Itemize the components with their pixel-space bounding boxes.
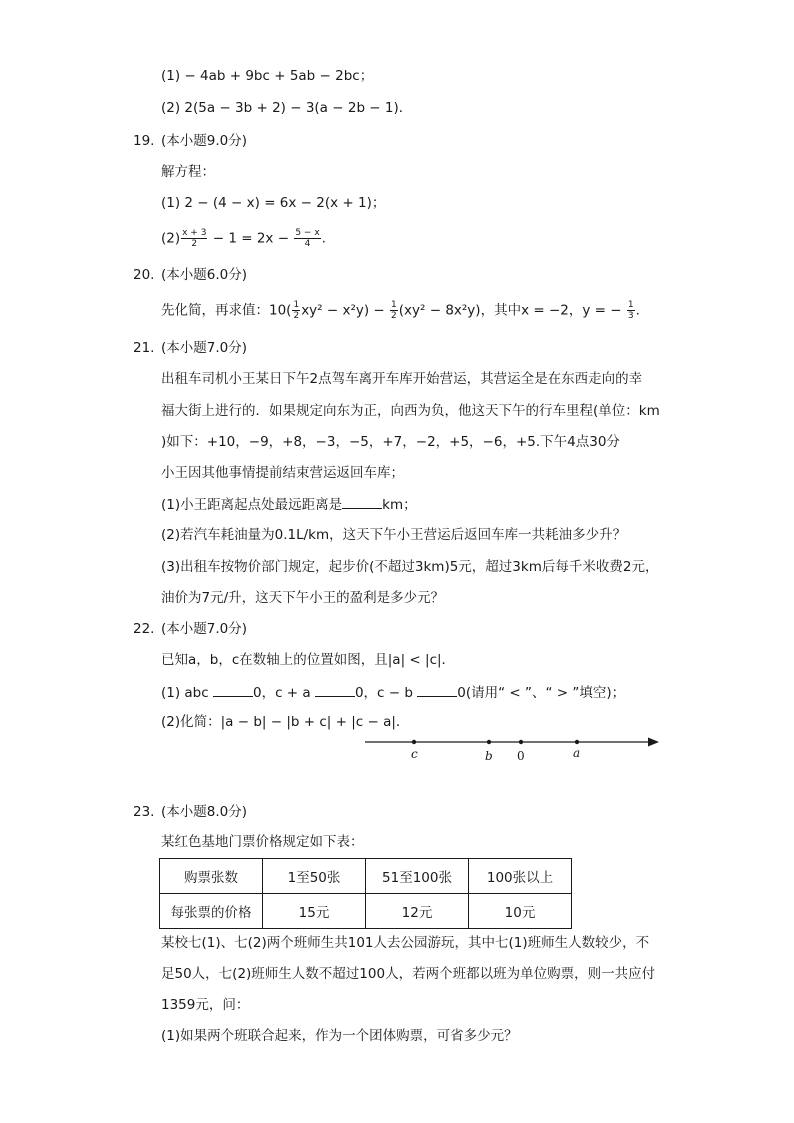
q22-sub-1-d: 0(请用“ < ”、“ > ”填空)； bbox=[457, 685, 626, 701]
q21-number: 21. bbox=[133, 340, 155, 356]
q23-number: 23. bbox=[133, 804, 155, 820]
q20-half-1-denominator: 2 bbox=[293, 311, 300, 321]
q21-sub-3a: (3)出租车按物价部门规定，起步价(不超过3km)5元，超过3km后每千米收费2元， bbox=[161, 559, 659, 575]
label-b: b bbox=[485, 749, 493, 763]
label-zero: 0 bbox=[517, 749, 525, 763]
q19-part2-prefix: (2) bbox=[161, 230, 181, 247]
q19-part1: (1) 2 − (4 − x) = 6x − 2(x + 1)； bbox=[161, 195, 386, 211]
q20-number: 20. bbox=[133, 267, 155, 283]
point-b bbox=[487, 740, 491, 744]
table-cell: 10元 bbox=[469, 894, 572, 929]
q20-half-1-numerator: 1 bbox=[293, 300, 300, 310]
arrow-icon bbox=[648, 738, 659, 747]
q21-score: (本小题7.0分) bbox=[161, 340, 248, 356]
q19-fraction-1 bbox=[181, 228, 207, 249]
q18-part2: (2) 2(5a − 3b + 2) − 3(a − 2b − 1)． bbox=[161, 100, 413, 116]
answer-blank[interactable] bbox=[315, 682, 355, 697]
q22-sub-1-b: 0，c + a bbox=[252, 685, 311, 701]
q20-third-fraction bbox=[627, 300, 635, 321]
number-line bbox=[360, 730, 665, 770]
q20-half-2-denominator: 2 bbox=[391, 311, 397, 321]
q23-score: (本小题8.0分) bbox=[161, 804, 248, 820]
q21-sub-1 bbox=[161, 494, 417, 515]
q20-half-2-numerator: 1 bbox=[391, 300, 397, 310]
q22-sub-1-a: (1) abc bbox=[161, 685, 209, 701]
q20-text-d: . bbox=[635, 302, 640, 319]
q21-sub-1-unit: km； bbox=[382, 497, 417, 513]
q19-number: 19. bbox=[133, 133, 155, 149]
table-cell: 购票张数 bbox=[160, 859, 263, 894]
table-row bbox=[160, 859, 572, 894]
q18-part1: (1) − 4ab + 9bc + 5ab − 2bc； bbox=[161, 68, 374, 84]
answer-blank[interactable] bbox=[417, 682, 457, 697]
q21-line-2: 福大街上进行的．如果规定向东为正，向西为负，他这天下午的行车里程(单位：km bbox=[161, 403, 660, 419]
q19-score: (本小题9.0分) bbox=[161, 133, 248, 149]
table-row bbox=[160, 894, 572, 929]
q20-half-fraction-1 bbox=[292, 300, 300, 321]
point-a bbox=[575, 740, 579, 744]
q20-third-numerator: 1 bbox=[627, 300, 634, 310]
q22-intro: 已知a，b，c在数轴上的位置如图，且|a| < |c|． bbox=[161, 652, 456, 668]
q20-half-fraction-2 bbox=[390, 300, 398, 321]
q22-score: (本小题7.0分) bbox=[161, 621, 248, 637]
price-table bbox=[159, 858, 572, 929]
q21-line-1: 出租车司机小王某日下午2点驾车离开车库开始营运，其营运全是在东西走向的幸 bbox=[161, 371, 643, 387]
q21-sub-1-text: (1)小王距离起点处最远距离是 bbox=[161, 497, 343, 513]
q22-sub-1 bbox=[161, 682, 625, 703]
q21-sub-3b: 油价为7元/升，这天下午小王的盈利是多少元？ bbox=[161, 590, 445, 606]
q20-question bbox=[161, 300, 640, 321]
q22-sub-2: (2)化简：|a − b| − |b + c| + |c − a|． bbox=[161, 714, 410, 730]
point-c bbox=[412, 740, 416, 744]
q19-fraction-1-numerator: x + 3 bbox=[182, 228, 207, 238]
table-cell: 51至100张 bbox=[366, 859, 469, 894]
q20-third-denominator: 3 bbox=[627, 311, 634, 321]
table-cell: 1至50张 bbox=[263, 859, 366, 894]
answer-blank[interactable] bbox=[213, 682, 253, 697]
q23-intro: 某红色基地门票价格规定如下表： bbox=[161, 834, 364, 850]
q23-line-2: 足50人，七(2)班师生人数不超过100人，若两个班都以班为单位购票，则一共应付 bbox=[161, 966, 656, 982]
q20-text-b: xy² − x²y) − bbox=[301, 302, 385, 319]
q20-score: (本小题6.0分) bbox=[161, 267, 248, 283]
q19-fraction-1-denominator: 2 bbox=[191, 239, 198, 249]
q19-fraction-2-denominator: 4 bbox=[304, 239, 311, 249]
q19-fraction-2-numerator: 5 − x bbox=[295, 228, 320, 238]
q19-part2-middle: − 1 = 2x − bbox=[212, 230, 290, 247]
table-cell: 每张票的价格 bbox=[160, 894, 263, 929]
q21-sub-2: (2)若汽车耗油量为0.1L/km，这天下午小王营运后返回车库一共耗油多少升？ bbox=[161, 527, 627, 543]
label-c: c bbox=[411, 747, 418, 761]
table-cell: 100张以上 bbox=[469, 859, 572, 894]
q23-line-3: 1359元，问： bbox=[161, 997, 250, 1013]
q22-sub-1-c: 0，c − b bbox=[354, 685, 413, 701]
table-cell: 12元 bbox=[366, 894, 469, 929]
q20-text-a: 先化简，再求值：10( bbox=[161, 302, 292, 319]
q21-line-4: 小王因其他事情提前结束营运返回车库； bbox=[161, 465, 404, 481]
q23-line-1: 某校七(1)、七(2)两个班师生共101人去公园游玩，其中七(1)班师生人数较少，不 bbox=[161, 935, 650, 951]
label-a: a bbox=[573, 746, 581, 760]
point-zero bbox=[519, 740, 523, 744]
table-cell: 15元 bbox=[263, 894, 366, 929]
q19-fraction-2 bbox=[294, 228, 320, 249]
q21-line-3: )如下：+10，−9，+8，−3，−5，+7，−2，+5，−6，+5.下午4点30分 bbox=[161, 434, 620, 450]
q19-part2-suffix: . bbox=[321, 230, 326, 247]
q23-sub-1: (1)如果两个班联合起来，作为一个团体购票，可省多少元？ bbox=[161, 1028, 518, 1044]
q20-text-c: (xy² − 8x²y)，其中x = −2，y = − bbox=[398, 302, 622, 319]
q22-number: 22. bbox=[133, 621, 155, 637]
q19-intro: 解方程： bbox=[161, 164, 215, 180]
q19-part2 bbox=[161, 228, 326, 249]
answer-blank[interactable] bbox=[342, 494, 382, 509]
